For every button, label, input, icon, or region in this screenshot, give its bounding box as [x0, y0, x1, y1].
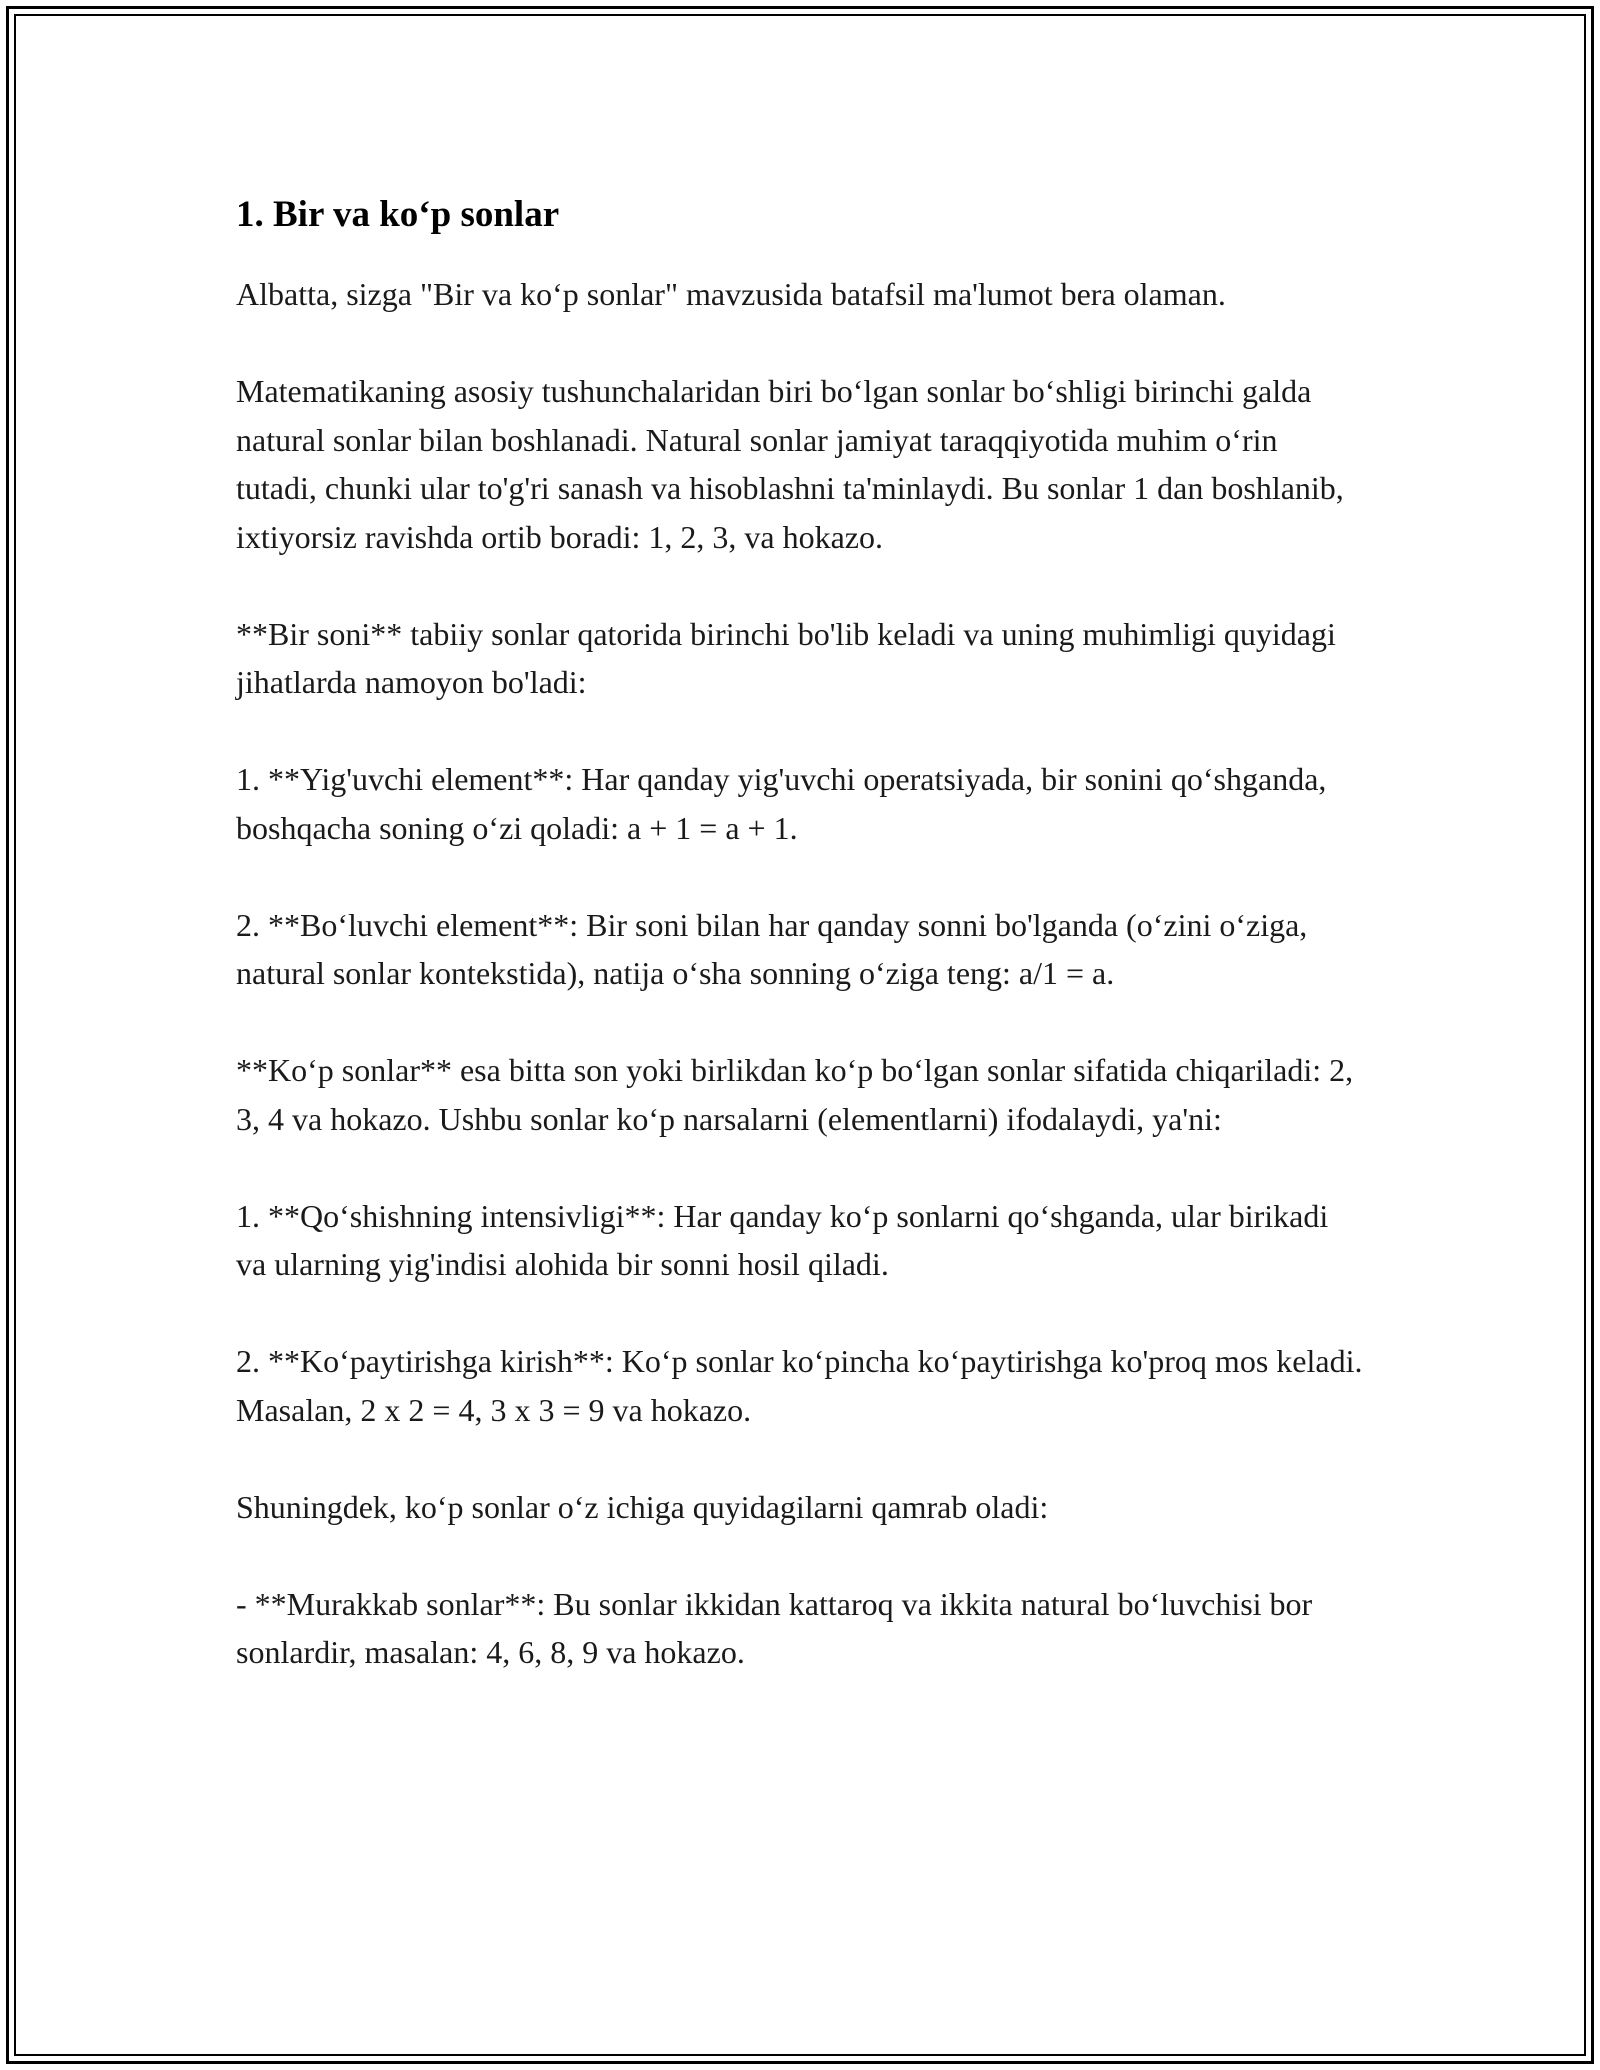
list-item-kopaytirish: 2. **Ko‘paytirishga kirish**: Ko‘p sonlar ko‘pincha ko‘paytirishga ko'proq mos keladi. Masalan, 2 x 2 = 4, 3 x 3 = 9 va hokazo. — [236, 1343, 1363, 1428]
paragraph-shuningdek: Shuningdek, ko‘p sonlar o‘z ichiga quyidagilarni qamrab oladi: — [236, 1488, 1049, 1525]
paragraph-natural-numbers: Matematikaning asosiy tushunchalaridan biri bo‘lgan sonlar bo‘shligi birinchi galda natural sonlar bilan boshlanadi. Natural sonlar jamiyat taraqqiyotida muhim o‘rin tutadi, chunki ular to'g'ri sanash va hisoblashni ta'minlaydi. Bu sonlar 1 dan boshlanib, ixtiyorsiz ravishda ortib boradi: 1, 2, 3, va hokazo. — [236, 373, 1344, 555]
list-item-qoshish: 1. **Qo‘shishning intensivligi**: Har qanday ko‘p sonlarni qo‘shganda, ular birikadi va ularning yig'indisi alohida bir sonni hosil qiladi. — [236, 1197, 1329, 1282]
paragraph-intro: Albatta, sizga "Bir va ko‘p sonlar" mavzusida batafsil ma'lumot bera olaman. — [236, 276, 1226, 312]
document-body — [236, 190, 1366, 1725]
paragraph-bir-soni: **Bir soni** tabiiy sonlar qatorida birinchi bo'lib keladi va uning muhimligi quyidagi jihatlarda namoyon bo'ladi: — [236, 615, 1336, 700]
list-item-yiguvchi: 1. **Yig'uvchi element**: Har qanday yig'uvchi operatsiyada, bir sonini qo‘shganda, boshqacha soning o‘zi qoladi: a + 1 = a + 1. — [236, 761, 1327, 846]
document-title: 1. Bir va ko‘p sonlar — [236, 194, 560, 235]
list-item-murakkab: - **Murakkab sonlar**: Bu sonlar ikkidan kattaroq va ikkita natural bo‘luvchisi bor sonlardir, masalan: 4, 6, 8, 9 va hokazo. — [236, 1585, 1313, 1670]
list-item-boluvchi: 2. **Bo‘luvchi element**: Bir soni bilan har qanday sonni bo'lganda (o‘zini o‘ziga, natural sonlar kontekstida), natija o‘sha sonning o‘ziga teng: a/1 = a. — [236, 906, 1308, 991]
paragraph-kop-sonlar: **Ko‘p sonlar** esa bitta son yoki birlikdan ko‘p bo‘lgan sonlar sifatida chiqariladi: 2, 3, 4 va hokazo. Ushbu sonlar ko‘p narsalarni (elementlarni) ifodalaydi, ya'ni: — [236, 1052, 1354, 1137]
